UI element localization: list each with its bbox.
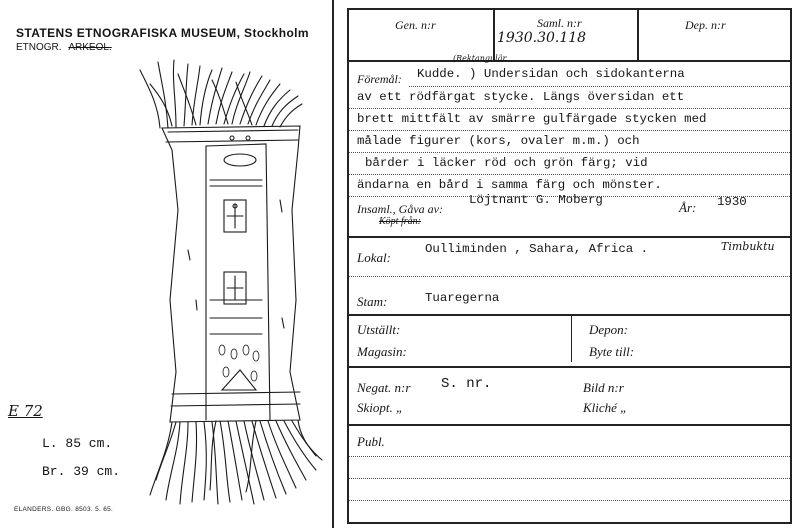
negat-label: Negat. n:r <box>357 380 411 395</box>
cross-ornament <box>224 200 246 304</box>
cushion-outline <box>162 126 300 422</box>
stam-label: Stam: <box>357 294 388 309</box>
fold-divider <box>332 0 334 528</box>
dep-label: Dep. n:r <box>685 18 726 32</box>
header-rule <box>349 60 790 62</box>
insaml-label: Insaml., Gåva av: <box>357 202 443 216</box>
depon-label: Depon: <box>589 322 628 337</box>
foremal-label: Föremål: <box>357 72 402 86</box>
side-mark: E 72 <box>8 402 43 420</box>
ar-value: 1930 <box>717 195 747 209</box>
foremal-line-6: ändarna en bård i samma färg och mönster. <box>357 178 662 192</box>
bild-label: Bild n:r <box>583 380 624 395</box>
printer-imprint: ELANDERS. GBG. 8503. 5. 65. <box>14 506 114 513</box>
foremal-line-1: Kudde. ) Undersidan och sidokanterna <box>417 67 685 81</box>
section-rule-3 <box>349 366 790 368</box>
etnogr-label: ETNOGR. <box>16 42 62 53</box>
ar-label: År: <box>679 200 697 215</box>
lokal-value: Oulliminden , Sahara, Africa . <box>425 242 649 256</box>
foremal-line-4: målade figurer (kors, ovaler m.m.) och <box>357 134 640 148</box>
arkeol-struck: ARKEOL. <box>68 42 112 53</box>
utstallt-label: Utställt: <box>357 322 401 337</box>
header-divider-2 <box>637 10 639 60</box>
kliche-label: Kliché „ <box>583 400 628 415</box>
top-fringe <box>140 60 302 128</box>
magasin-label: Magasin: <box>357 344 407 359</box>
bottom-fringe <box>150 420 322 504</box>
negat-value: S. nr. <box>441 376 492 392</box>
section-rule-1 <box>349 236 790 238</box>
saml-label: Saml. n:r <box>537 16 582 30</box>
length-text: L. 85 cm. <box>42 436 113 451</box>
left-panel <box>0 0 332 528</box>
insaml-value: Löjtnant G. Moberg <box>469 193 603 207</box>
foremal-line-5: bårder i läcker röd och grön färg; vid <box>365 156 648 170</box>
section-rule-2 <box>349 314 790 316</box>
lokal-label: Lokal: <box>357 250 391 265</box>
depon-divider <box>571 316 572 362</box>
section-rule-4 <box>349 424 790 426</box>
stam-value: Tuaregerna <box>425 291 500 305</box>
foremal-line-3: brett mittfält av smärre gulfärgade stycken med <box>357 112 707 126</box>
foremal-note: (Rektangulär <box>453 54 507 63</box>
skiopt-label: Skiopt. „ <box>357 400 404 415</box>
catalog-card <box>347 8 792 524</box>
publ-label: Publ. <box>357 434 385 449</box>
museum-header: STATENS ETNOGRAFISKA MUSEUM, Stockholm <box>16 26 309 40</box>
saml-value: 1930.30.118 <box>497 30 587 46</box>
breadth-text: Br. 39 cm. <box>42 464 121 479</box>
foremal-line-2: av ett rödfärgat stycke. Längs översidan ett <box>357 90 685 104</box>
lokal-hand: Timbuktu <box>721 240 775 253</box>
gen-label: Gen. n:r <box>395 18 436 32</box>
byte-label: Byte till: <box>589 344 635 359</box>
kopt-struck: Köpt från: <box>379 216 421 227</box>
header-divider-1 <box>493 10 495 60</box>
